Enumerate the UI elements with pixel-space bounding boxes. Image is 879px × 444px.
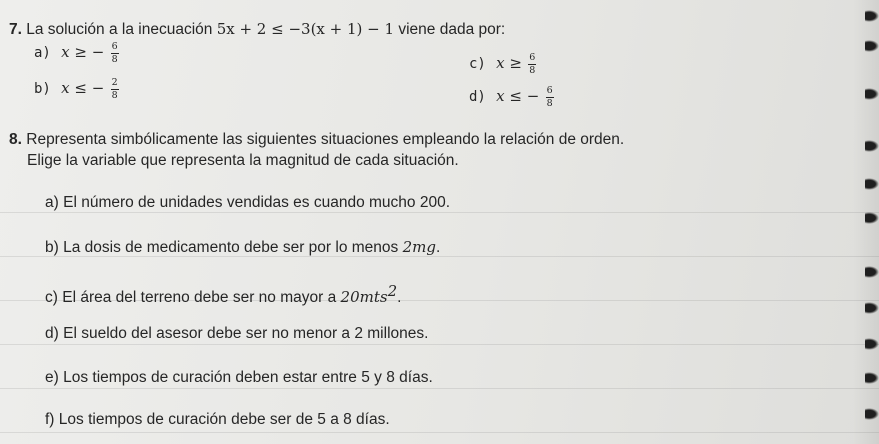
denominator: 8 (546, 97, 553, 109)
item-a (45, 194, 450, 212)
item-label: c) (45, 289, 58, 307)
ruled-line (0, 388, 879, 389)
option-expression: x ≤ − (496, 87, 540, 106)
item-label: b) (45, 239, 59, 256)
option-expression: x ≥ (496, 54, 522, 73)
item-tail: . (397, 289, 402, 307)
denominator: 8 (529, 64, 536, 76)
denominator: 8 (111, 53, 118, 65)
binder-hole (865, 408, 879, 420)
option-b[interactable] (34, 78, 119, 100)
inequality-expression: 5x + 2 ≤ −3(x + 1) − 1 (216, 20, 395, 38)
numerator: 6 (546, 85, 553, 96)
item-label: d) (45, 325, 59, 342)
item-label: e) (45, 369, 59, 386)
item-label: a) (45, 194, 59, 211)
question-text: La solución a la inecuación (26, 21, 213, 38)
binder-hole (865, 10, 879, 22)
question-8-stem (9, 131, 624, 149)
numerator: 6 (529, 52, 536, 63)
item-text: El sueldo del asesor debe ser no menor a 2 millones. (63, 325, 429, 342)
binder-hole (865, 212, 879, 224)
option-label: b) (34, 81, 51, 98)
binder-hole (865, 40, 879, 52)
binder-hole (865, 178, 879, 190)
item-text: El número de unidades vendidas es cuando mucho 200. (63, 194, 451, 211)
question-7-stem (9, 20, 505, 39)
item-text: Los tiempos de curación deben estar entre 5 y 8 días. (63, 369, 433, 386)
item-tail: . (435, 239, 441, 256)
question-8-instruction: Elige la variable que representa la magnitud de cada situación. (27, 152, 459, 169)
fraction (546, 86, 554, 108)
denominator: 8 (111, 89, 118, 101)
ruled-line (0, 432, 879, 433)
item-f (45, 411, 390, 429)
option-label: c) (469, 56, 486, 73)
option-expression: x ≥ − (61, 43, 105, 62)
binder-hole (865, 266, 879, 278)
option-label: a) (34, 45, 51, 62)
option-c[interactable] (469, 53, 536, 75)
ruled-line (0, 212, 879, 213)
option-d[interactable] (469, 86, 554, 108)
question-number: 8. (9, 131, 22, 148)
binder-hole (865, 338, 879, 350)
item-math: 20mts (340, 288, 388, 307)
option-expression: x ≤ − (61, 79, 105, 98)
numerator: 2 (111, 77, 118, 88)
question-number: 7. (9, 21, 22, 38)
option-label: d) (469, 89, 486, 106)
fraction (111, 42, 119, 64)
numerator: 6 (111, 41, 118, 52)
item-d (45, 325, 428, 343)
item-text: La dosis de medicamento debe ser por lo menos (63, 239, 399, 256)
ruled-line (0, 344, 879, 345)
item-e (45, 369, 433, 387)
binder-hole (865, 372, 879, 384)
item-text: El área del terreno debe ser no mayor a (62, 289, 337, 307)
binder-hole (865, 302, 879, 314)
item-c (45, 282, 401, 307)
binder-hole (865, 88, 879, 100)
question-text-tail: viene dada por: (398, 21, 506, 38)
item-text: Los tiempos de curación debe ser de 5 a 8 días. (58, 411, 390, 428)
item-label: f) (45, 411, 55, 428)
item-b (45, 238, 440, 257)
binder-hole (865, 140, 879, 152)
option-a[interactable] (34, 42, 119, 64)
item-superscript: 2 (387, 282, 398, 300)
fraction (528, 53, 536, 75)
question-text: Representa simbólicamente las siguientes situaciones empleando la relación de orden. (26, 131, 625, 148)
fraction (111, 78, 119, 100)
item-math: 2mg (402, 238, 436, 256)
